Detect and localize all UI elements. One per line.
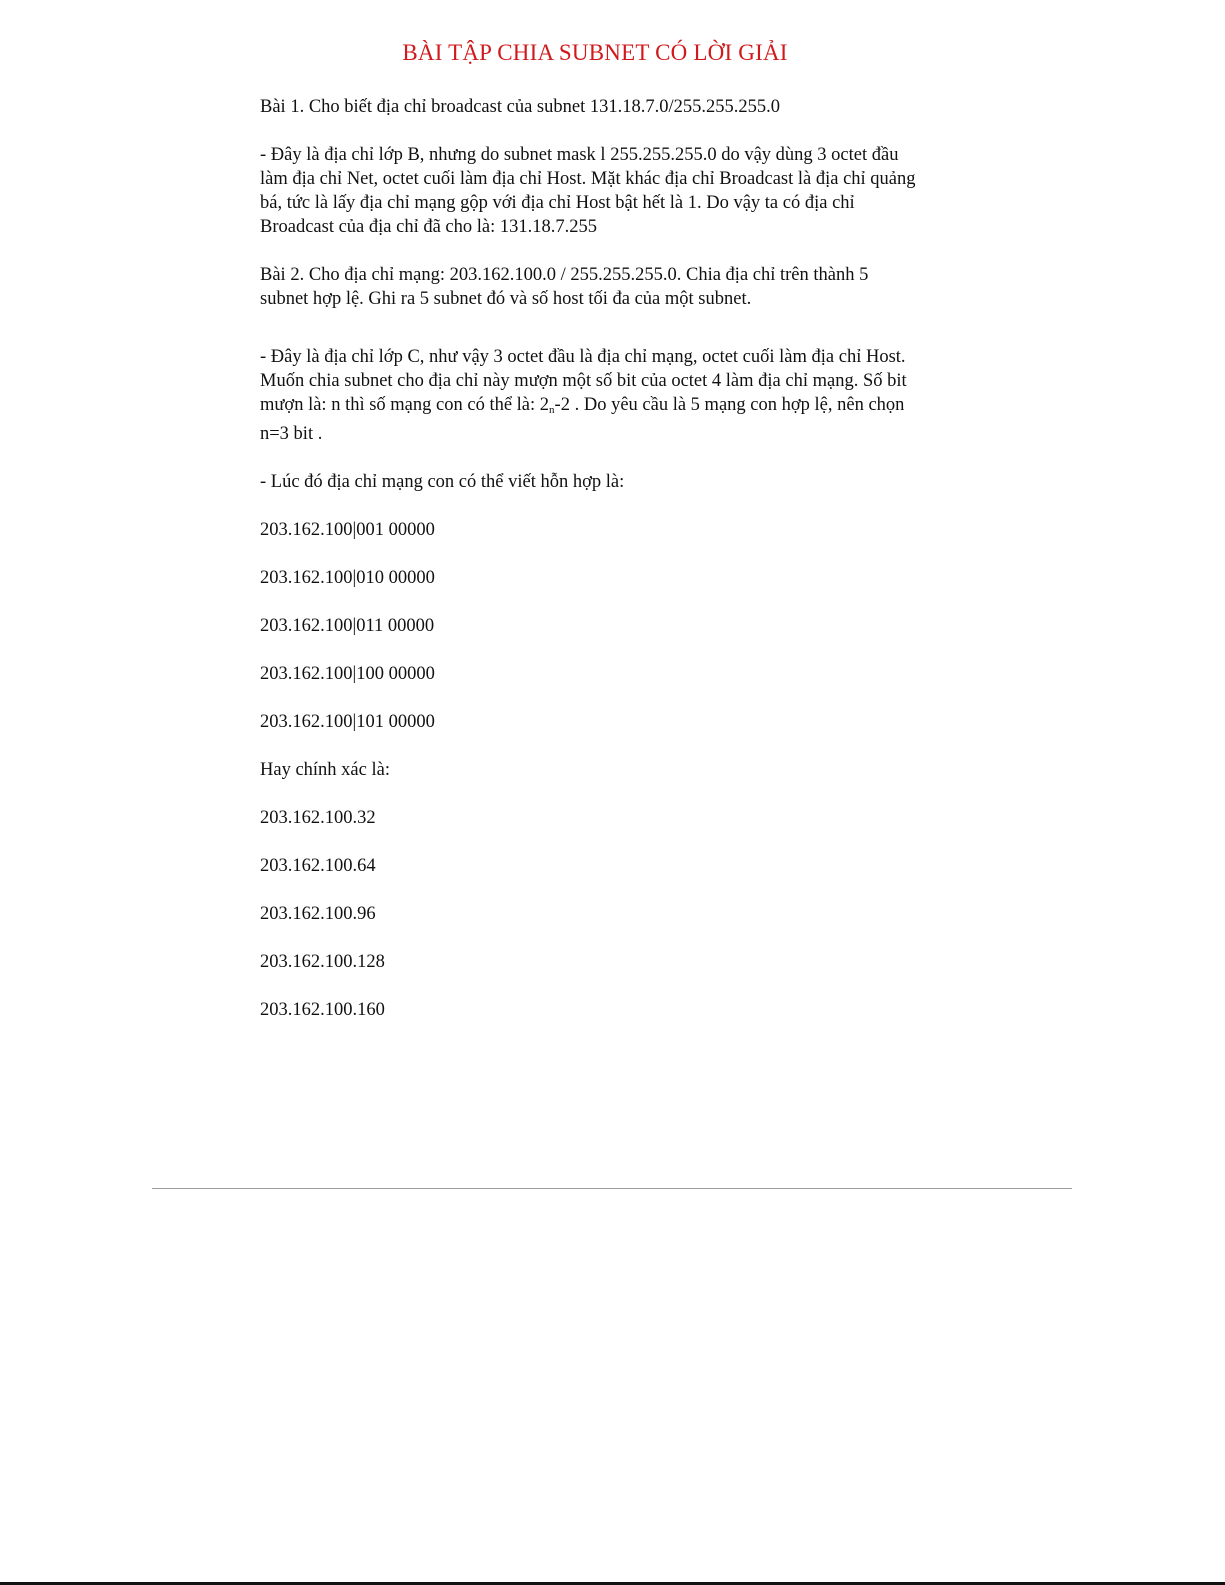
exercise-2-answer-line: - Đây là địa chỉ lớp C, như vậy 3 octet đầu là địa chỉ mạng, octet cuối làm địa chỉ Host.	[260, 347, 906, 367]
binary-subnet: 203.162.100|010 00000	[260, 568, 435, 588]
exercise-2-answer-line: Muốn chia subnet cho địa chỉ này mượn một số bit của octet 4 làm địa chỉ mạng. Số bit	[260, 371, 907, 391]
exercise-2-answer-line	[260, 393, 960, 422]
exact-notation-intro: Hay chính xác là:	[260, 760, 390, 780]
decimal-subnet: 203.162.100.96	[260, 904, 376, 924]
decimal-subnet: 203.162.100.128	[260, 952, 385, 972]
binary-subnet: 203.162.100|011 00000	[260, 616, 435, 636]
binary-subnet: 203.162.100|101 00000	[260, 712, 435, 732]
formula-exponent: n	[549, 404, 555, 416]
document-title: BÀI TẬP CHIA SUBNET CÓ LỜI GIẢI	[402, 40, 788, 65]
document-body	[260, 95, 960, 1022]
exercise-1-question: Bài 1. Cho biết địa chỉ broadcast của subnet 131.18.7.0/255.255.255.0	[260, 97, 780, 117]
exercise-2-question-line: Bài 2. Cho địa chỉ mạng: 203.162.100.0 / 255.255.255.0. Chia địa chỉ trên thành 5	[260, 265, 869, 285]
binary-subnet: 203.162.100|001 00000	[260, 520, 435, 540]
answer-text-after-formula: -2 . Do yêu cầu là 5 mạng con hợp lệ, nên chọn	[554, 395, 905, 415]
decimal-subnet: 203.162.100.160	[260, 1000, 385, 1020]
exercise-1-answer	[260, 143, 960, 239]
exercise-1-answer-line: bá, tức là lấy địa chỉ mạng gộp với địa chỉ Host bật hết là 1. Do vậy ta có địa chỉ	[260, 193, 855, 213]
mixed-notation-intro: - Lúc đó địa chỉ mạng con có thể viết hỗn hợp là:	[260, 472, 625, 492]
answer-text-before-formula: mượn là: n thì số mạng con có thể là:	[260, 395, 540, 415]
binary-subnet: 203.162.100|100 00000	[260, 664, 435, 684]
exercise-2-question	[260, 263, 960, 311]
exercise-1-answer-line: Broadcast của địa chỉ đã cho là: 131.18.7.255	[260, 217, 598, 237]
exercise-2-answer	[260, 345, 960, 446]
decimal-subnet: 203.162.100.32	[260, 808, 376, 828]
page-divider	[152, 1188, 1072, 1189]
exercise-1-answer-line: - Đây là địa chỉ lớp B, nhưng do subnet mask l 255.255.255.0 do vậy dùng 3 octet đầu	[260, 145, 899, 165]
exercise-1-answer-line: làm địa chỉ Net, octet cuối làm địa chỉ Host. Mặt khác địa chỉ Broadcast là địa chỉ quảng	[260, 169, 916, 189]
decimal-subnet: 203.162.100.64	[260, 856, 376, 876]
exercise-2-answer-line: n=3 bit .	[260, 424, 323, 444]
formula-base: 2	[539, 395, 550, 415]
exercise-2-question-line: subnet hợp lệ. Ghi ra 5 subnet đó và số host tối đa của một subnet.	[260, 289, 752, 309]
